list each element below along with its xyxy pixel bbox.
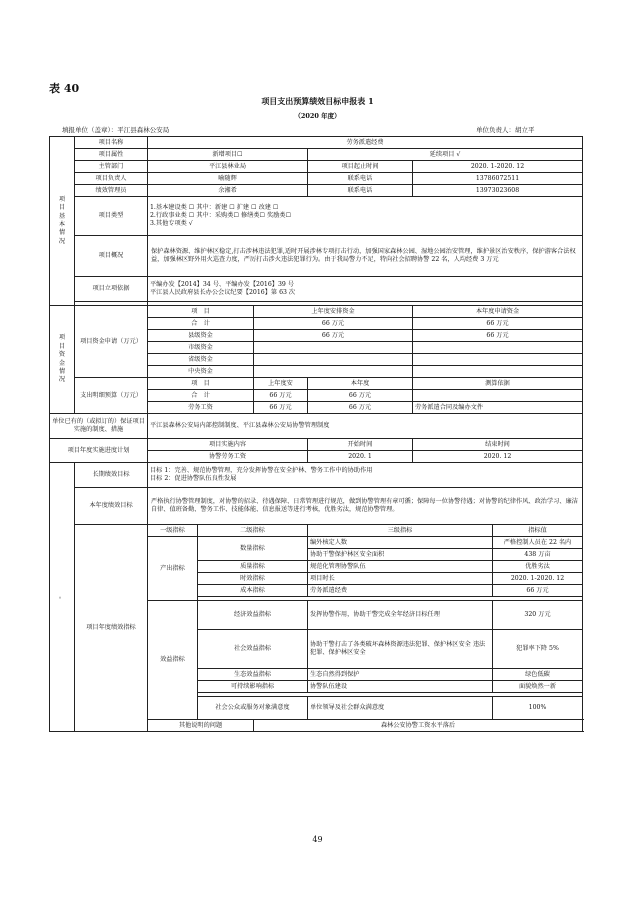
system-label: 单位已有的（或拟订的）保证项目实施的制度、措施 xyxy=(50,414,148,439)
cell: 项目实施内容 xyxy=(148,439,308,451)
cell: 合 计 xyxy=(148,390,254,402)
cell: 测算依据 xyxy=(413,378,583,390)
cell: 协助干警打击了各类破坏森林资源违法犯罪、保护林区安全 违法犯罪、保护林区安全 xyxy=(308,630,493,669)
cell: 协警队伍建设 xyxy=(308,681,493,693)
cell: 438 万亩 xyxy=(493,549,583,561)
basic-section-label: 项目基本情况 xyxy=(50,137,75,306)
cell: 社会效益指标 xyxy=(198,630,308,669)
cell: 合 计 xyxy=(148,318,254,330)
cell xyxy=(413,342,583,354)
cell: 时效指标 xyxy=(198,573,308,585)
cell: 本年度绩效目标 xyxy=(75,488,148,525)
reporting-unit: 填报单位（盖章）：平江县森林公安局 xyxy=(62,126,170,134)
cell xyxy=(413,354,583,366)
table-row xyxy=(50,378,583,390)
table-row xyxy=(50,277,583,302)
table-row xyxy=(50,488,583,525)
cell: 生态效益指标 xyxy=(198,669,308,681)
cell: 绿色低碳 xyxy=(493,669,583,681)
cell: 省级资金 xyxy=(148,354,254,366)
cell: 社会公众或服务对象满意度 xyxy=(198,697,308,720)
cell: 劳务派遣合同及编办文件 xyxy=(413,402,583,414)
cell: 优胜劣汰 xyxy=(493,561,583,573)
year-label: （2020 年度） xyxy=(294,112,341,120)
cell: 项 目 xyxy=(148,306,254,318)
cell: 三级指标 xyxy=(308,525,493,537)
other-label: 其他说明的问题 xyxy=(148,720,254,732)
cell: 指标值 xyxy=(493,525,583,537)
funds-section-label: 项目资金情况 xyxy=(50,306,75,414)
cell: 劳务派遣经费 xyxy=(148,137,583,149)
benefit-indicator-label: 效益指标 xyxy=(148,601,198,720)
cell xyxy=(254,342,413,354)
table-row xyxy=(50,161,583,173)
page-number: 49 xyxy=(312,835,323,844)
table-row xyxy=(50,197,583,236)
cell: 66 万元 xyxy=(254,330,413,342)
cell: 延续项目 √ xyxy=(308,149,583,161)
table-row xyxy=(50,185,583,197)
cell: 开始时间 xyxy=(308,439,413,451)
table-row xyxy=(50,173,583,185)
cell: 2020. 1 xyxy=(308,451,413,463)
cell: 成本指标 xyxy=(198,585,308,597)
cell: 协助干警保护林区安全面积 xyxy=(308,549,493,561)
cell: 本年度 xyxy=(308,378,413,390)
cell: 县级资金 xyxy=(148,330,254,342)
goal-line: 目标 1：完善、规范协警管理，充分发挥协警在安全护林、警务工作中的协助作用 xyxy=(150,467,373,475)
cell xyxy=(413,390,583,402)
table-row xyxy=(50,137,583,149)
cell: 项目立项依据 xyxy=(75,277,148,302)
cell: 2020. 1-2020. 12 xyxy=(493,573,583,585)
cell: 中央资金 xyxy=(148,366,254,378)
cell: 本年度申请资金 xyxy=(413,306,583,318)
cell: 320 万元 xyxy=(493,601,583,630)
cell: 2020. 1-2020. 12 xyxy=(413,161,583,173)
project-type-cell xyxy=(148,197,583,236)
cell: 项目时长 xyxy=(308,573,493,585)
cell: 66 万元 xyxy=(413,330,583,342)
cell: 联系电话 xyxy=(308,185,413,197)
cell: 66 万元 xyxy=(413,318,583,330)
cell: 长期绩效目标 xyxy=(75,463,148,488)
cell: 项目起止时间 xyxy=(308,161,413,173)
cell: 上年度安排资金 xyxy=(254,306,413,318)
cell: 市级资金 xyxy=(148,342,254,354)
cell: 单位领导及社会群众满意度 xyxy=(308,697,493,720)
cell: 发挥协警作用，协助干警完成全年经济目标任理 xyxy=(308,601,493,630)
output-indicator-label: 产出指标 xyxy=(148,537,198,601)
cell: 二级指标 xyxy=(198,525,308,537)
cell: 66 万元 xyxy=(254,318,413,330)
cell: 犯罪率下降 5% xyxy=(493,630,583,669)
cell: 100% xyxy=(493,697,583,720)
cell: 项 目 xyxy=(148,378,254,390)
cell: 面貌焕然一新 xyxy=(493,681,583,693)
overview-text: 保护森林资源、维护林区稳定,打击涉林违法犯罪,适时开展涉林专项打击行动，加强国家森林公园、湿地公园治安管理，维护景区治安秩序，保护游客合法权益，加强林区野外用火巡查力度，严厉打击涉火违法犯罪行为。由于我局警力不足，特向社会招聘协警 22 名，人均经费 3 万元 xyxy=(148,236,583,277)
cell: 数量指标 xyxy=(198,537,308,561)
type-line: 1.基本建设类 ☐ 其中：新建 ☐ 扩建 ☐ 改建 ☐ xyxy=(150,204,279,212)
cell: 项目名称 xyxy=(75,137,148,149)
budget-detail-label: 支出明细预算（万元） xyxy=(75,378,148,414)
other-value: 森林公安协警工资水平落后 xyxy=(254,720,583,732)
cell: 规范化管理协警队伍 xyxy=(308,561,493,573)
type-line: 2.行政事业类 ☐ 其中：采购类☐ 修缮类☐ 奖励类☐ xyxy=(150,212,292,220)
cell: 编外核定人数 xyxy=(308,537,493,549)
table-row xyxy=(50,414,583,439)
table-row xyxy=(50,149,583,161)
cell: 项目负责人 xyxy=(75,173,148,185)
cell: 66 万元 xyxy=(254,402,308,414)
cell: 喻随辉 xyxy=(148,173,308,185)
cell: 劳务工资 xyxy=(148,402,254,414)
cell: 项目类型 xyxy=(75,197,148,236)
cell xyxy=(254,354,413,366)
basis-line: 平编办发【2014】34 号、平编办发【2016】39 号 xyxy=(150,281,294,289)
cell: 平江县林业局 xyxy=(148,161,308,173)
cell: 可持续影响指标 xyxy=(198,681,308,693)
basis-line: 平江县人民政府县长办公会议纪要【2016】第 63 次 xyxy=(150,289,296,296)
cell: 13786072511 xyxy=(413,173,583,185)
goal-line: 目标 2：促进协警队伍良性发展 xyxy=(150,475,237,482)
cell: 协警劳务工资 xyxy=(148,451,308,463)
cell: 66 万元 xyxy=(308,390,413,402)
cell: 劳务派遣经费 xyxy=(308,585,493,597)
cell: 经济效益指标 xyxy=(198,601,308,630)
cell: 严格控制人员在 22 名内 xyxy=(493,537,583,549)
cell: 新增项目☐ xyxy=(148,149,308,161)
cell xyxy=(413,366,583,378)
cell: 结束时间 xyxy=(413,439,583,451)
indicator-label: 项目年度绩效指标 xyxy=(75,525,148,732)
cell: 生态自然得到保护 xyxy=(308,669,493,681)
cell: 66 万元 xyxy=(493,585,583,597)
table-row xyxy=(50,236,583,277)
table-number: 表 40 xyxy=(49,82,80,95)
cell: 项目属性 xyxy=(75,149,148,161)
table-row xyxy=(50,439,583,451)
cell: 联系电话 xyxy=(308,173,413,185)
cell: 绩效管理员 xyxy=(75,185,148,197)
cell: 余湘希 xyxy=(148,185,308,197)
cell: 66 万元 xyxy=(308,402,413,414)
page-title: 项目支出预算绩效目标申报表 1 xyxy=(261,96,374,106)
plan-label: 项目年度实施进度计划 xyxy=(50,439,148,463)
responsible-person: 单位负责人：胡立平 xyxy=(476,126,535,134)
cell: 66 万元 xyxy=(254,390,308,402)
table-row xyxy=(50,463,583,488)
cell: 上年度安 xyxy=(254,378,308,390)
goals-side-mark: 。 xyxy=(50,463,75,732)
cell: 项目概况 xyxy=(75,236,148,277)
cell: 质量指标 xyxy=(198,561,308,573)
system-value: 平江县森林公安局内部控制制度、平江县森林公安局协警管理制度 xyxy=(148,414,583,439)
cell: 13973023608 xyxy=(413,185,583,197)
type-line: 3.其他专项类 √ xyxy=(150,219,193,227)
basis-cell xyxy=(148,277,583,302)
cell xyxy=(254,366,413,378)
table-row xyxy=(50,525,583,537)
performance-table xyxy=(49,136,583,732)
long-goal-cell xyxy=(148,463,583,488)
cell: 2020. 12 xyxy=(413,451,583,463)
cell: 一级指标 xyxy=(148,525,198,537)
table-row xyxy=(50,306,583,318)
cell: 主管部门 xyxy=(75,161,148,173)
funds-apply-label: 项目资金申请（万元） xyxy=(75,306,148,378)
annual-goal-text: 严格执行协警管理制度，对协警的招录、待遇保障、日常管理进行规范，做到协警管理有章可循；保障每一位协警待遇；对协警的纪律作风、政治学习、廉洁自律、值班备勤、警务工作、技能体能、信息报送等进行考核，优胜劣汰，规范协警管理。 xyxy=(148,488,583,525)
